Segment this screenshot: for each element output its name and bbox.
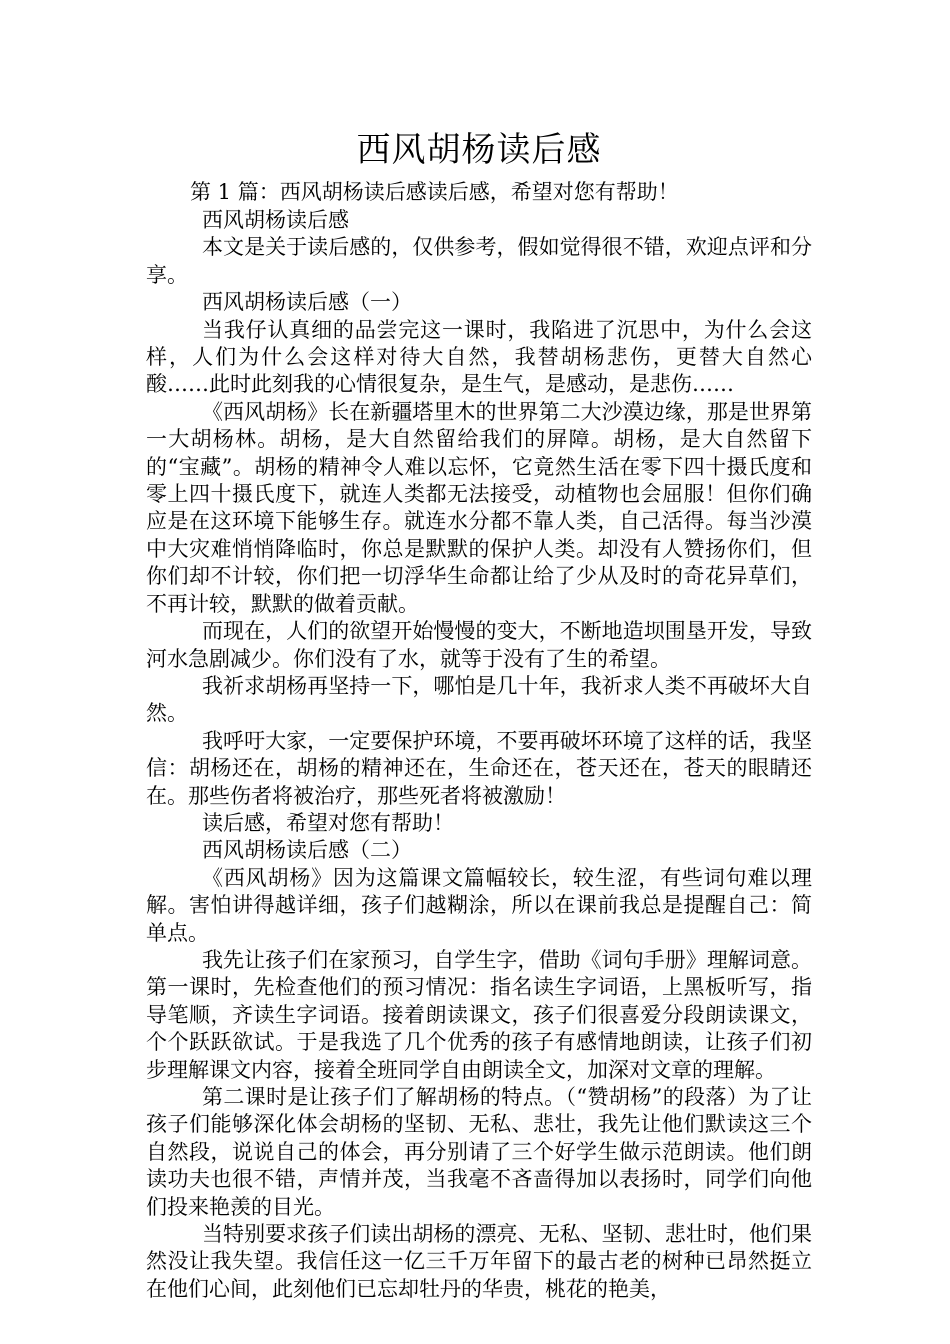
document-title: 西风胡杨读后感 — [356, 130, 602, 170]
paragraph-heading: 西风胡杨读后感 — [202, 208, 349, 232]
paragraph: 当特别要求孩子们读出胡杨的漂亮、无私、坚韧、悲壮时，他们果然没让我失望。我信任这一亿三千万年留下的最古老的树种已昂然挺立在他们心间，此刻他们已忘却牡丹的华贵，桃花的艳美， — [146, 1222, 812, 1301]
section-heading-2: 西风胡杨读后感（二） — [202, 838, 412, 863]
paragraph: 当我仔认真细的品尝完这一课时，我陷进了沉思中，为什么会这样，人们为什么会这样对待大自然，我替胡杨悲伤，更替大自然心酸……此时此刻我的心情很复杂，是生气，是感动，是悲伤…… — [146, 317, 812, 397]
section-heading-1: 西风胡杨读后感（一） — [202, 290, 412, 315]
paragraph: 第二课时是让孩子们了解胡杨的特点。（“赞胡杨”的段落）为了让孩子们能够深化体会胡杨的坚韧、无私、悲壮，我先让他们默读这三个自然段，说说自己的体会，再分别请了三个好学生做示范朗读。他们朗读功夫也很不错，声情并茂，当我毫不吝啬得加以表扬时，同学们向他们投来艳羡的目光。 — [146, 1085, 812, 1219]
paragraph: 我先让孩子们在家预习，自学生字，借助《词句手册》理解词意。第一课时，先检查他们的预习情况：指名读生字词语，上黑板听写，指导笔顺，齐读生字词语。接着朗读课文，孩子们很喜爱分段朗读课文，个个跃跃欲试。于是我选了几个优秀的孩子有感情地朗读，让孩子们初步理解课文内容，接着全班同学自由朗读全文，加深对文章的理解。 — [146, 947, 812, 1082]
document-page — [146, 128, 812, 1303]
paragraph: 《西风胡杨》因为这篇课文篇幅较长，较生涩，有些词句难以理解。害怕讲得越详细，孩子们越糊涂，所以在课前我总是提醒自己：简单点。 — [146, 865, 812, 945]
paragraph: 《西风胡杨》长在新疆塔里木的世界第二大沙漠边缘，那是世界第一大胡杨林。胡杨，是大自然留给我们的屏障。胡杨，是大自然留下的“宝藏”。胡杨的精神令人难以忘怀，它竟然生活在零下四十摄氏度和零上四十摄氏度下，就连人类都无法接受，动植物也会屈服！但你们确应是在这环境下能够生存。就连水分都不靠人类，自己活得。每当沙漠中大灾难悄悄降临时，你总是默默的保护人类。却没有人赞扬你们，但你们却不计较，你们把一切浮华生命都让给了少从及时的奇花异草们，不再计较，默默的做着贡献。 — [146, 399, 812, 616]
paragraph: 我祈求胡杨再坚持一下，哪怕是几十年，我祈求人类不再破坏大自然。 — [146, 673, 812, 726]
paragraph: 而现在，人们的欲望开始慢慢的变大，不断地造坝围垦开发，导致河水急剧减少。你们没有了水，就等于没有了生的希望。 — [146, 619, 812, 671]
paragraph: 我呼吁大家，一定要保护环境，不要再破坏环境了这样的话，我坚信：胡杨还在，胡杨的精神还在，生命还在，苍天还在，苍天的眼睛还在。那些伤者将被治疗，那些死者将被激励！ — [146, 728, 812, 808]
document-subtitle: 第 1 篇：西风胡杨读后感读后感，希望对您有帮助！ — [190, 180, 679, 204]
paragraph: 读后感，希望对您有帮助！ — [202, 810, 454, 835]
paragraph: 本文是关于读后感的，仅供参考，假如觉得很不错，欢迎点评和分享。 — [146, 235, 812, 287]
